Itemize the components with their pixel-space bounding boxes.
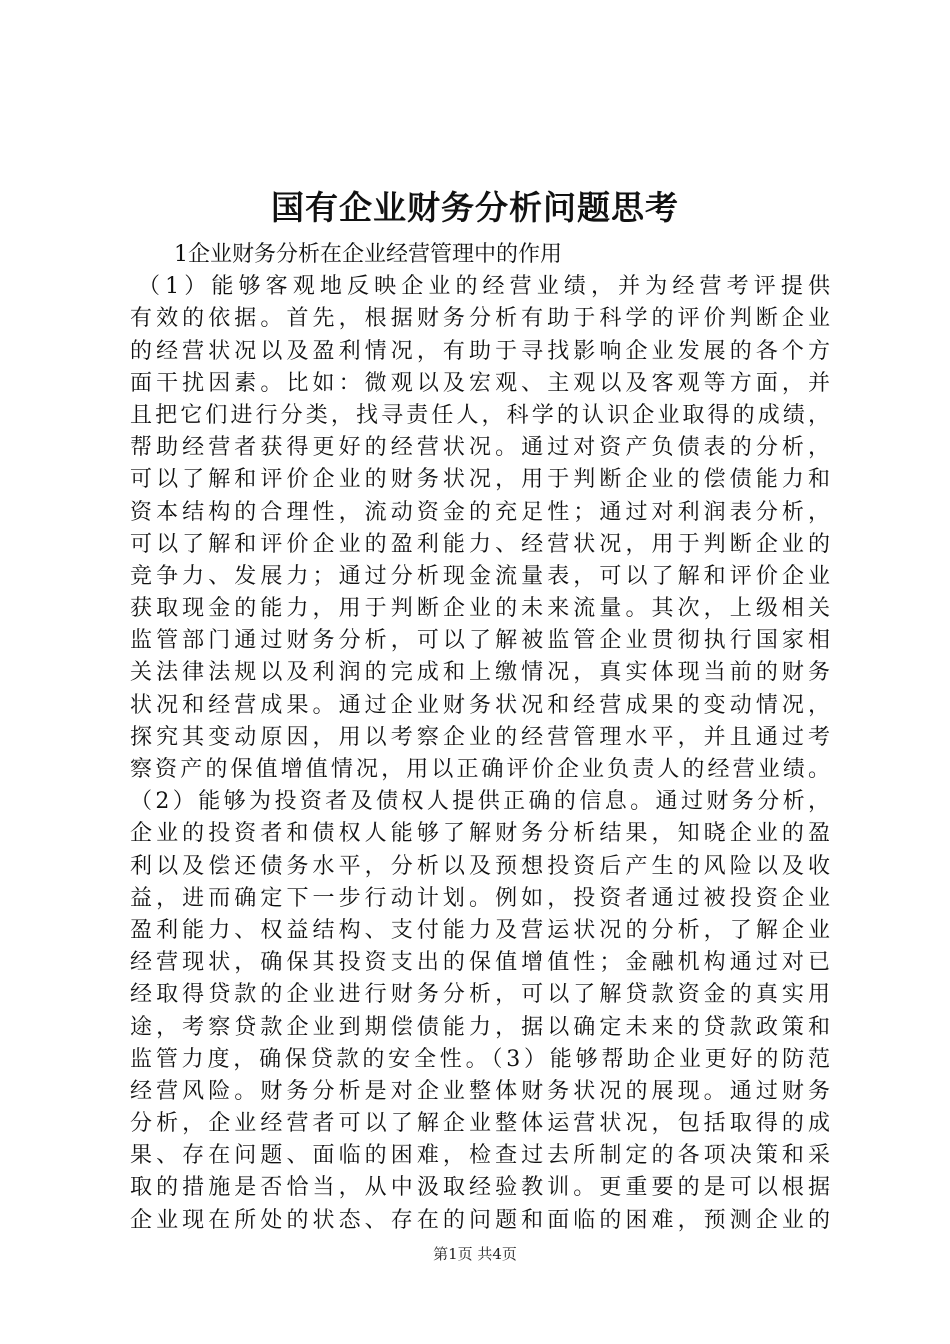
paragraph-line: （2）能够为投资者及债权人提供正确的信息。通过财务分析， [130,789,830,815]
paragraph-line: 状况和经营成果。通过企业财务状况和经营成果的变动情况， [130,692,830,718]
paragraph-line: 可以了解和评价企业的盈利能力、经营状况，用于判断企业的 [130,531,830,557]
paragraph-line: 监管力度，确保贷款的安全性。（3）能够帮助企业更好的防范 [130,1046,830,1072]
paragraph-line: 获取现金的能力，用于判断企业的未来流量。其次，上级相关 [130,596,830,622]
paragraph-line: 经取得贷款的企业进行财务分析，可以了解贷款资金的真实用 [130,982,830,1008]
paragraph-line: 果、存在问题、面临的困难，检查过去所制定的各项决策和采 [130,1143,830,1169]
page-footer: 第1页 共4页 [433,1245,517,1263]
paragraph-line: 帮助经营者获得更好的经营状况。通过对资产负债表的分析， [130,435,830,461]
document-title: 国有企业财务分析问题思考 [271,188,679,227]
paragraph-line: 探究其变动原因，用以考察企业的经营管理水平，并且通过考 [130,724,830,750]
paragraph-line: （1）能够客观地反映企业的经营业绩，并为经营考评提供 [138,274,830,300]
paragraph-line: 企业现在所处的状态、存在的问题和面临的困难，预测企业的 [130,1207,830,1233]
paragraph-line: 且把它们进行分类，找寻责任人，科学的认识企业取得的成绩， [130,402,830,428]
paragraph-line: 经营风险。财务分析是对企业整体财务状况的展现。通过财务 [130,1078,830,1104]
paragraph-line: 监管部门通过财务分析，可以了解被监管企业贯彻执行国家相 [130,628,830,654]
paragraph-line: 可以了解和评价企业的财务状况，用于判断企业的偿债能力和 [130,467,830,493]
paragraph-line: 有效的依据。首先，根据财务分析有助于科学的评价判断企业 [130,306,830,332]
paragraph-line: 分析，企业经营者可以了解企业整体运营状况，包括取得的成 [130,1111,830,1137]
paragraph-line: 取的措施是否恰当，从中汲取经验教训。更重要的是可以根据 [130,1175,830,1201]
paragraph-line: 益，进而确定下一步行动计划。例如，投资者通过被投资企业 [130,885,830,911]
paragraph-line: 利以及偿还债务水平，分析以及预想投资后产生的风险以及收 [130,853,830,879]
paragraph-line: 面干扰因素。比如：微观以及宏观、主观以及客观等方面，并 [130,370,830,396]
paragraph-line: 经营现状，确保其投资支出的保值增值性；金融机构通过对已 [130,950,830,976]
document-body [130,239,830,1237]
paragraph-line: 资本结构的合理性，流动资金的充足性；通过对利润表分析， [130,499,830,525]
paragraph-line: 企业的投资者和债权人能够了解财务分析结果，知晓企业的盈 [130,821,830,847]
paragraph-line: 竞争力、发展力；通过分析现金流量表，可以了解和评价企业 [130,563,830,589]
paragraph-line: 的经营状况以及盈利情况，有助于寻找影响企业发展的各个方 [130,338,830,364]
paragraph-line: 途，考察贷款企业到期偿债能力，据以确定未来的贷款政策和 [130,1014,830,1040]
paragraph-line: 察资产的保值增值情况，用以正确评价企业负责人的经营业绩。 [130,757,830,782]
paragraph-line: 盈利能力、权益结构、支付能力及营运状况的分析，了解企业 [130,917,830,943]
paragraph-line: 关法律法规以及利润的完成和上缴情况，真实体现当前的财务 [130,660,830,686]
section-heading-line: 1企业财务分析在企业经营管理中的作用 [174,242,562,267]
